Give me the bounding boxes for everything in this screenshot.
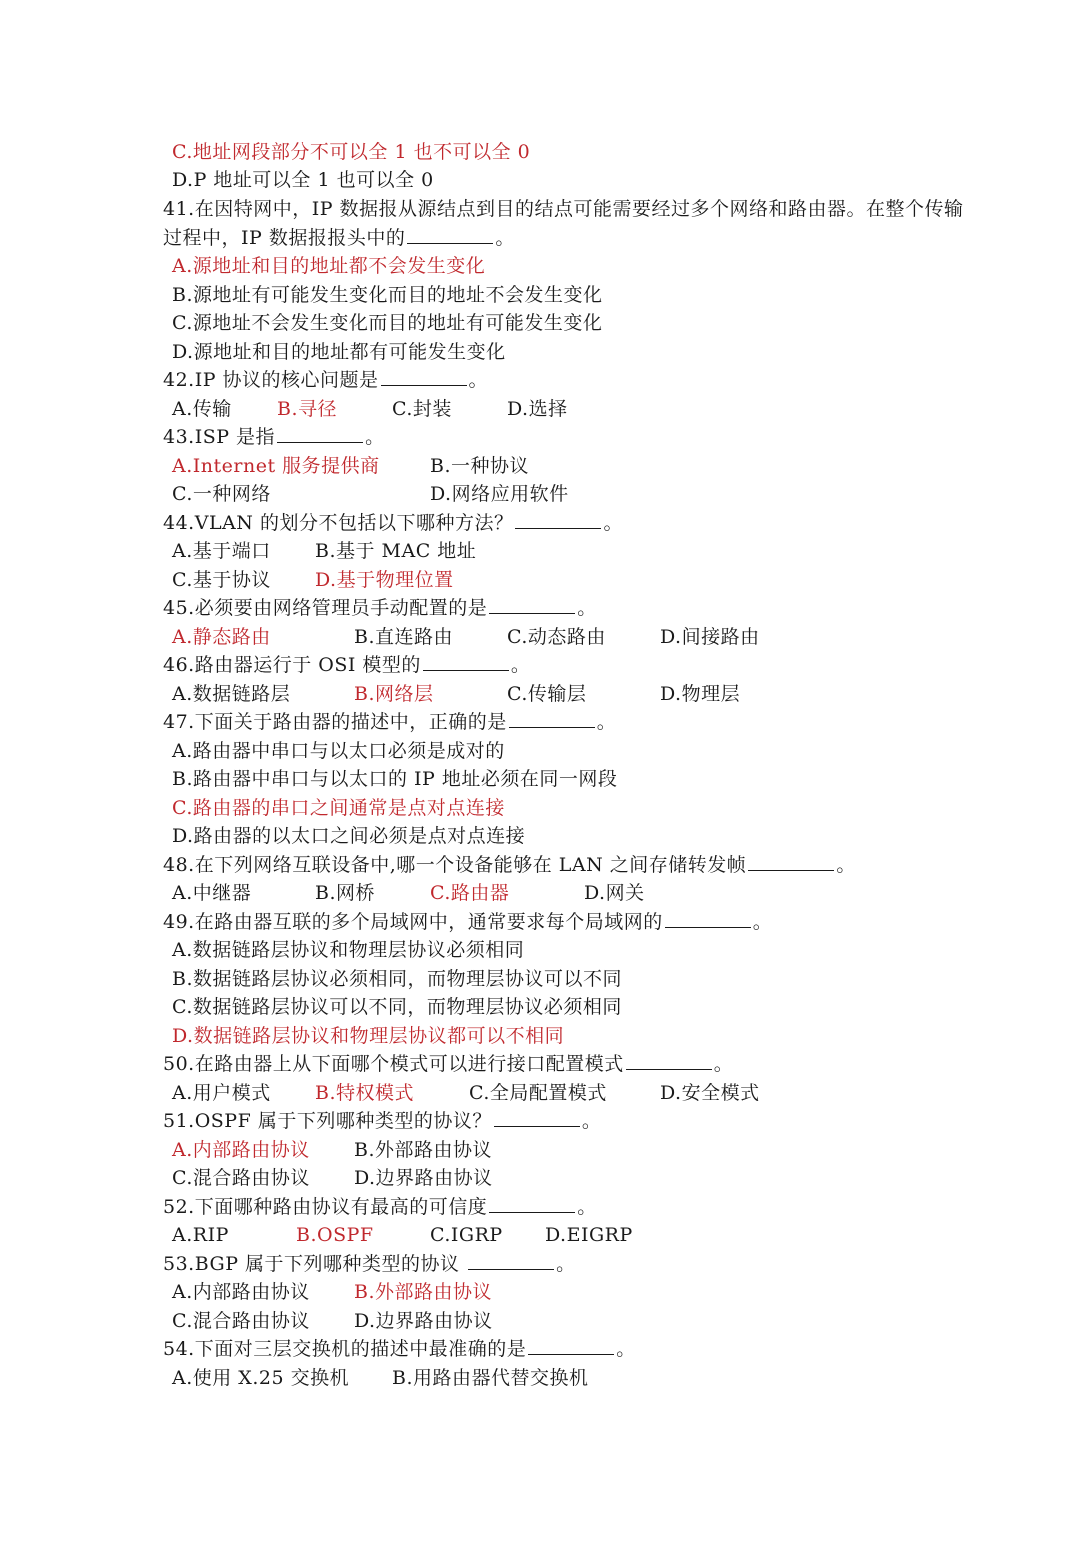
question-stem: 47.下面关于路由器的描述中，正确的是: [163, 711, 507, 733]
option: B.一种协议: [430, 455, 530, 477]
correct-option: B.寻径: [277, 398, 338, 420]
question-text: [163, 1193, 597, 1221]
correct-option: C.路由器的串口之间通常是点对点连接: [172, 797, 505, 819]
answer-blank: [407, 225, 493, 244]
option: D.P 地址可以全 1 也可以全 0: [172, 169, 434, 191]
answer-blank: [277, 424, 363, 443]
option: D.间接路由: [660, 626, 760, 648]
question-text: [163, 195, 964, 223]
option: C.源地址不会发生变化而目的地址有可能发生变化: [172, 312, 603, 334]
option: B.直连路由: [354, 626, 454, 648]
option: B.网桥: [315, 882, 376, 904]
correct-option: A.内部路由协议: [172, 1139, 310, 1161]
question-end-punct: 。: [603, 512, 623, 534]
answer-blank: [748, 852, 834, 871]
option: A.使用 X.25 交换机: [172, 1367, 350, 1389]
correct-option: B.OSPF: [296, 1224, 374, 1246]
option: C.基于协议: [172, 569, 271, 591]
option: A.数据链路层: [172, 683, 291, 705]
question-stem: 43.ISP 是指: [163, 426, 276, 448]
question-text: [163, 651, 530, 679]
answer-blank: [515, 510, 601, 529]
option: A.路由器中串口与以太口必须是成对的: [172, 740, 505, 762]
answer-blank: [381, 367, 467, 386]
question-end-punct: 。: [581, 1110, 602, 1132]
question-end-punct: 。: [616, 1338, 636, 1360]
option: C.混合路由协议: [172, 1167, 310, 1189]
option: A.中继器: [172, 882, 252, 904]
question-end-punct: 。: [468, 369, 489, 391]
question-text: [163, 1050, 733, 1078]
question-text: [163, 594, 597, 622]
option: D.源地址和目的地址都有可能发生变化: [172, 341, 506, 363]
option: B.外部路由协议: [354, 1139, 493, 1161]
option: B.源地址有可能发生变化而目的地址不会发生变化: [172, 284, 603, 306]
question-end-punct: 。: [510, 654, 531, 676]
option: A.用户模式: [172, 1082, 271, 1104]
question-end-punct: 。: [577, 1196, 597, 1218]
question-end-punct: 。: [495, 227, 515, 249]
question-stem: 54.下面对三层交换机的描述中最准确的是: [163, 1338, 527, 1360]
option: A.传输: [172, 398, 232, 420]
option: C.动态路由: [507, 626, 606, 648]
question-text: [163, 708, 616, 736]
correct-option: C.地址网段部分不可以全 1 也不可以全 0: [172, 141, 531, 163]
correct-option: D.基于物理位置: [315, 569, 454, 591]
option: D.路由器的以太口之间必须是点对点连接: [172, 825, 526, 847]
question-text: [163, 366, 488, 394]
answer-blank: [494, 1108, 580, 1127]
answer-blank: [489, 595, 575, 614]
option: D.物理层: [660, 683, 741, 705]
correct-option: A.Internet 服务提供商: [172, 455, 380, 477]
question-end-punct: 。: [752, 911, 773, 933]
option: D.EIGRP: [545, 1224, 633, 1246]
question-text: [163, 851, 856, 879]
question-text: [163, 1250, 576, 1278]
question-stem: 45.必须要由网络管理员手动配置的是: [163, 597, 488, 619]
option: C.IGRP: [430, 1224, 503, 1246]
correct-option: A.源地址和目的地址都不会发生变化: [172, 255, 486, 277]
option: C.数据链路层协议可以不同，而物理层协议必须相同: [172, 996, 622, 1018]
option: C.全局配置模式: [469, 1082, 607, 1104]
option: A.RIP: [172, 1224, 229, 1246]
answer-blank: [509, 709, 595, 728]
option: D.网络应用软件: [430, 483, 569, 505]
answer-blank: [423, 652, 509, 671]
question-stem: 44.VLAN 的划分不包括以下哪种方法？: [163, 512, 514, 534]
question-end-punct: 。: [596, 711, 617, 733]
question-text: [163, 224, 515, 252]
question-text: [163, 908, 772, 936]
option: A.内部路由协议: [172, 1281, 310, 1303]
answer-blank: [626, 1051, 712, 1070]
question-stem: 51.OSPF 属于下列哪种类型的协议？: [163, 1110, 492, 1132]
question-end-punct: 。: [577, 597, 597, 619]
question-stem: 46.路由器运行于 OSI 模型的: [163, 654, 421, 676]
option: D.边界路由协议: [354, 1310, 493, 1332]
option: A.基于端口: [172, 540, 271, 562]
question-text: [163, 1335, 636, 1363]
correct-option: B.特权模式: [315, 1082, 415, 1104]
question-stem: 52.下面哪种路由协议有最高的可信度: [163, 1196, 488, 1218]
answer-blank: [468, 1251, 554, 1270]
question-text: [163, 509, 623, 537]
question-text: [163, 423, 385, 451]
question-end-punct: 。: [713, 1053, 734, 1075]
correct-option: C.路由器: [430, 882, 510, 904]
question-text: [163, 1107, 601, 1135]
answer-blank: [528, 1336, 614, 1355]
question-stem: 50.在路由器上从下面哪个模式可以进行接口配置模式: [163, 1053, 624, 1075]
option: A.数据链路层协议和物理层协议必须相同: [172, 939, 525, 961]
correct-option: B.网络层: [354, 683, 434, 705]
option: B.数据链路层协议必须相同，而物理层协议可以不同: [172, 968, 623, 990]
question-stem: 41.在因特网中，IP 数据报从源结点到目的结点可能需要经过多个网络和路由器。在整个传输: [163, 198, 964, 220]
option: D.选择: [507, 398, 568, 420]
question-end-punct: 。: [365, 426, 385, 448]
option: B.用路由器代替交换机: [392, 1367, 589, 1389]
correct-option: A.静态路由: [172, 626, 271, 648]
question-stem: 49.在路由器互联的多个局域网中，通常要求每个局域网的: [163, 911, 663, 933]
option: C.传输层: [507, 683, 587, 705]
question-stem: 42.IP 协议的核心问题是: [163, 369, 379, 391]
correct-option: B.外部路由协议: [354, 1281, 493, 1303]
answer-blank: [665, 909, 751, 928]
answer-blank: [489, 1194, 575, 1213]
correct-option: D.数据链路层协议和物理层协议都可以不相同: [172, 1025, 565, 1047]
question-stem: 过程中，IP 数据报报头中的: [163, 227, 406, 249]
option: B.路由器中串口与以太口的 IP 地址必须在同一网段: [172, 768, 618, 790]
option: D.网关: [584, 882, 645, 904]
option: C.混合路由协议: [172, 1310, 310, 1332]
option: D.安全模式: [660, 1082, 760, 1104]
option: B.基于 MAC 地址: [315, 540, 477, 562]
question-stem: 53.BGP 属于下列哪种类型的协议: [163, 1253, 467, 1275]
option: C.一种网络: [172, 483, 271, 505]
option: C.封装: [392, 398, 452, 420]
option: D.边界路由协议: [354, 1167, 493, 1189]
question-end-punct: 。: [556, 1253, 576, 1275]
question-stem: 48.在下列网络互联设备中,哪一个设备能够在 LAN 之间存储转发帧: [163, 854, 747, 876]
question-end-punct: 。: [836, 854, 856, 876]
